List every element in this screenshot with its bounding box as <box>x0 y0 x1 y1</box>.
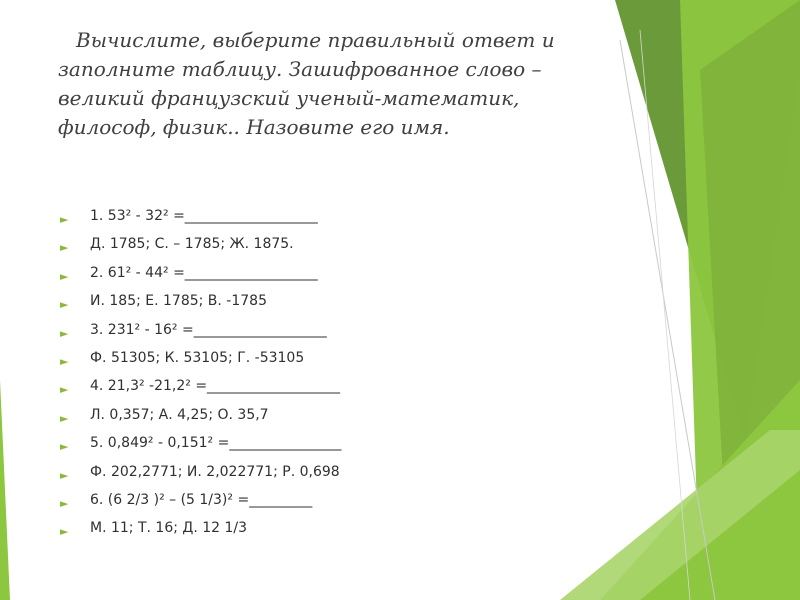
bullet-arrow-icon: ► <box>60 241 69 255</box>
list-item-text: 1. 53² - 32² =___________________ <box>90 208 318 224</box>
list-item <box>58 204 341 232</box>
list-item-text: 3. 231² - 16² =___________________ <box>90 321 327 338</box>
list-item-text: Ф. 202,2771; И. 2,022771; Р. 0,698 <box>90 463 340 480</box>
list-item <box>58 261 341 289</box>
list-item-text: 6. (6 2/3 )² – (5 1/3)² =_________ <box>90 491 313 508</box>
title-line: великий французский ученый-математик, <box>58 86 520 110</box>
title-line: Вычислите, выберите правильный ответ и <box>76 28 555 52</box>
task-list <box>58 204 341 545</box>
list-item <box>58 374 341 402</box>
list-item-text: М. 11; Т. 16; Д. 12 1/3 <box>90 520 248 537</box>
bullet-arrow-icon: ► <box>60 298 69 312</box>
list-item-text: И. 185; Е. 1785; В. -1785 <box>90 293 267 310</box>
slide-title <box>58 26 588 142</box>
bullet-arrow-icon: ► <box>60 496 69 510</box>
bullet-arrow-icon: ► <box>60 468 69 482</box>
list-item <box>58 318 341 346</box>
list-item <box>58 431 341 459</box>
list-item <box>58 403 341 431</box>
bullet-arrow-icon: ► <box>60 411 69 425</box>
title-line: заполните таблицу. Зашифрованное слово – <box>58 57 542 81</box>
left-green-stripe <box>0 380 10 600</box>
bullet-arrow-icon: ► <box>60 383 69 397</box>
list-item-text: Л. 0,357; А. 4,25; О. 35,7 <box>90 406 269 423</box>
bullet-arrow-icon: ► <box>60 213 69 226</box>
bullet-arrow-icon: ► <box>60 354 69 368</box>
list-item <box>58 289 341 317</box>
list-item <box>58 460 341 488</box>
list-item-text: 5. 0,849² - 0,151² =________________ <box>90 435 342 452</box>
bullet-arrow-icon: ► <box>60 440 69 454</box>
bullet-arrow-icon: ► <box>60 525 69 539</box>
list-item-text: Д. 1785; С. – 1785; Ж. 1875. <box>90 236 294 253</box>
list-item <box>58 516 341 544</box>
list-item-text: 4. 21,3² -21,2² =___________________ <box>90 378 341 395</box>
list-item-text: 2. 61² - 44² =___________________ <box>90 264 318 281</box>
bullet-arrow-icon: ► <box>60 326 69 340</box>
list-item <box>58 488 341 516</box>
bullet-arrow-icon: ► <box>60 269 69 283</box>
list-item <box>58 346 341 374</box>
list-item-text: Ф. 51305; К. 53105; Г. -53105 <box>90 349 305 366</box>
title-line: философ, физик.. Назовите его имя. <box>58 115 450 139</box>
list-item <box>58 232 341 260</box>
